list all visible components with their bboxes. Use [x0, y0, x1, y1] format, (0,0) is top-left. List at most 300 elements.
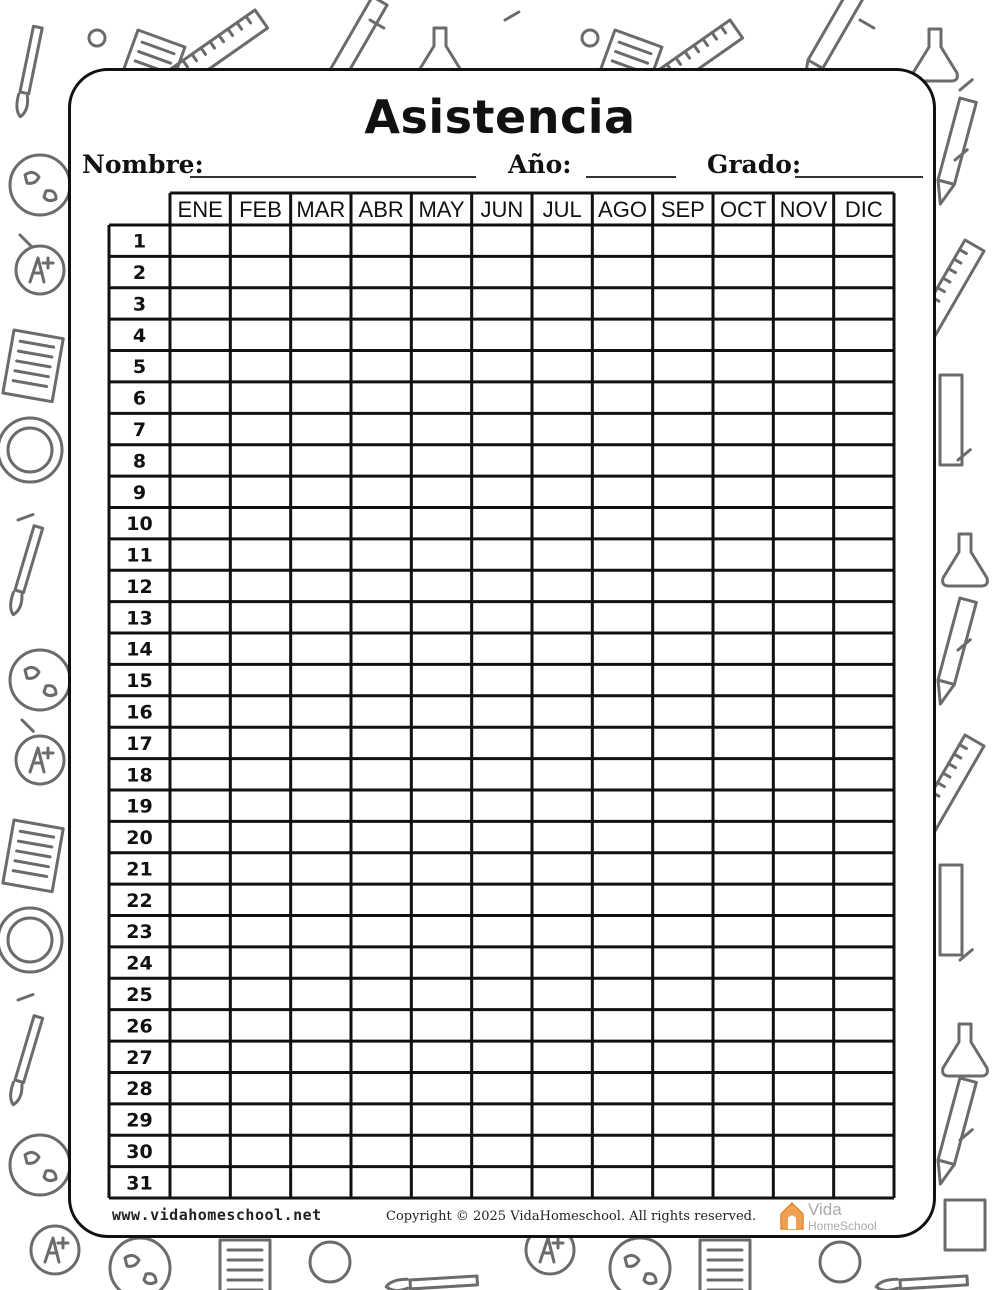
attendance-cell[interactable] — [594, 227, 650, 254]
attendance-cell[interactable] — [293, 886, 349, 913]
attendance-cell[interactable] — [172, 1106, 228, 1133]
attendance-cell[interactable] — [474, 321, 530, 348]
attendance-cell[interactable] — [775, 1106, 831, 1133]
attendance-cell[interactable] — [594, 258, 650, 285]
attendance-cell[interactable] — [474, 604, 530, 631]
attendance-cell[interactable] — [715, 1012, 771, 1039]
attendance-cell[interactable] — [232, 321, 288, 348]
attendance-cell[interactable] — [655, 635, 711, 662]
attendance-cell[interactable] — [232, 541, 288, 568]
attendance-cell[interactable] — [836, 1043, 892, 1070]
attendance-cell[interactable] — [775, 949, 831, 976]
attendance-cell[interactable] — [775, 1074, 831, 1101]
attendance-cell[interactable] — [413, 823, 469, 850]
attendance-cell[interactable] — [594, 415, 650, 442]
attendance-cell[interactable] — [655, 1106, 711, 1133]
attendance-cell[interactable] — [232, 509, 288, 536]
attendance-cell[interactable] — [715, 823, 771, 850]
attendance-cell[interactable] — [594, 1074, 650, 1101]
attendance-cell[interactable] — [836, 666, 892, 693]
attendance-cell[interactable] — [353, 415, 409, 442]
attendance-cell[interactable] — [474, 980, 530, 1007]
attendance-cell[interactable] — [715, 290, 771, 317]
attendance-cell[interactable] — [413, 1106, 469, 1133]
attendance-cell[interactable] — [474, 792, 530, 819]
attendance-cell[interactable] — [594, 447, 650, 474]
attendance-cell[interactable] — [715, 509, 771, 536]
attendance-cell[interactable] — [353, 823, 409, 850]
attendance-cell[interactable] — [534, 792, 590, 819]
attendance-cell[interactable] — [353, 635, 409, 662]
attendance-cell[interactable] — [474, 1169, 530, 1196]
attendance-cell[interactable] — [474, 761, 530, 788]
attendance-cell[interactable] — [353, 980, 409, 1007]
attendance-cell[interactable] — [353, 541, 409, 568]
attendance-cell[interactable] — [293, 949, 349, 976]
attendance-cell[interactable] — [594, 855, 650, 882]
attendance-cell[interactable] — [655, 415, 711, 442]
attendance-cell[interactable] — [775, 635, 831, 662]
attendance-cell[interactable] — [775, 572, 831, 599]
attendance-cell[interactable] — [172, 823, 228, 850]
attendance-cell[interactable] — [836, 729, 892, 756]
attendance-cell[interactable] — [836, 918, 892, 945]
attendance-cell[interactable] — [232, 666, 288, 693]
attendance-cell[interactable] — [232, 478, 288, 505]
attendance-cell[interactable] — [534, 541, 590, 568]
attendance-cell[interactable] — [232, 698, 288, 725]
attendance-cell[interactable] — [655, 761, 711, 788]
attendance-cell[interactable] — [715, 321, 771, 348]
attendance-cell[interactable] — [353, 918, 409, 945]
attendance-cell[interactable] — [715, 729, 771, 756]
attendance-cell[interactable] — [413, 478, 469, 505]
attendance-cell[interactable] — [715, 761, 771, 788]
attendance-cell[interactable] — [232, 1012, 288, 1039]
attendance-cell[interactable] — [353, 258, 409, 285]
attendance-cell[interactable] — [293, 353, 349, 380]
attendance-cell[interactable] — [474, 478, 530, 505]
attendance-cell[interactable] — [836, 1012, 892, 1039]
attendance-cell[interactable] — [715, 666, 771, 693]
attendance-cell[interactable] — [172, 761, 228, 788]
attendance-cell[interactable] — [293, 855, 349, 882]
attendance-cell[interactable] — [293, 666, 349, 693]
attendance-cell[interactable] — [655, 384, 711, 411]
attendance-cell[interactable] — [413, 1074, 469, 1101]
attendance-cell[interactable] — [655, 823, 711, 850]
attendance-cell[interactable] — [293, 541, 349, 568]
attendance-cell[interactable] — [836, 509, 892, 536]
attendance-cell[interactable] — [413, 572, 469, 599]
attendance-cell[interactable] — [594, 1043, 650, 1070]
attendance-cell[interactable] — [655, 604, 711, 631]
attendance-cell[interactable] — [474, 541, 530, 568]
attendance-cell[interactable] — [594, 572, 650, 599]
attendance-cell[interactable] — [836, 541, 892, 568]
attendance-cell[interactable] — [534, 353, 590, 380]
attendance-cell[interactable] — [353, 290, 409, 317]
attendance-cell[interactable] — [474, 698, 530, 725]
attendance-cell[interactable] — [172, 1043, 228, 1070]
attendance-cell[interactable] — [594, 1106, 650, 1133]
attendance-cell[interactable] — [534, 1043, 590, 1070]
attendance-cell[interactable] — [474, 384, 530, 411]
attendance-cell[interactable] — [836, 447, 892, 474]
attendance-cell[interactable] — [413, 855, 469, 882]
attendance-cell[interactable] — [172, 509, 228, 536]
attendance-cell[interactable] — [353, 321, 409, 348]
attendance-cell[interactable] — [836, 761, 892, 788]
attendance-cell[interactable] — [293, 604, 349, 631]
attendance-cell[interactable] — [775, 1012, 831, 1039]
attendance-cell[interactable] — [413, 541, 469, 568]
attendance-cell[interactable] — [715, 980, 771, 1007]
attendance-cell[interactable] — [836, 478, 892, 505]
attendance-cell[interactable] — [594, 321, 650, 348]
attendance-cell[interactable] — [474, 1043, 530, 1070]
attendance-cell[interactable] — [413, 918, 469, 945]
attendance-cell[interactable] — [655, 886, 711, 913]
attendance-cell[interactable] — [594, 541, 650, 568]
attendance-cell[interactable] — [413, 949, 469, 976]
attendance-cell[interactable] — [775, 604, 831, 631]
attendance-cell[interactable] — [534, 855, 590, 882]
attendance-cell[interactable] — [172, 918, 228, 945]
attendance-cell[interactable] — [413, 227, 469, 254]
attendance-cell[interactable] — [775, 258, 831, 285]
attendance-cell[interactable] — [474, 1106, 530, 1133]
attendance-cell[interactable] — [474, 666, 530, 693]
attendance-cell[interactable] — [413, 1012, 469, 1039]
attendance-cell[interactable] — [534, 949, 590, 976]
attendance-cell[interactable] — [232, 384, 288, 411]
attendance-cell[interactable] — [775, 478, 831, 505]
attendance-cell[interactable] — [836, 1106, 892, 1133]
attendance-cell[interactable] — [836, 353, 892, 380]
attendance-cell[interactable] — [715, 635, 771, 662]
attendance-cell[interactable] — [172, 353, 228, 380]
attendance-cell[interactable] — [232, 635, 288, 662]
attendance-cell[interactable] — [836, 227, 892, 254]
attendance-cell[interactable] — [534, 384, 590, 411]
attendance-cell[interactable] — [232, 258, 288, 285]
attendance-cell[interactable] — [353, 855, 409, 882]
attendance-cell[interactable] — [775, 353, 831, 380]
attendance-cell[interactable] — [775, 447, 831, 474]
attendance-cell[interactable] — [232, 1074, 288, 1101]
attendance-cell[interactable] — [836, 321, 892, 348]
attendance-cell[interactable] — [172, 855, 228, 882]
attendance-cell[interactable] — [172, 572, 228, 599]
attendance-cell[interactable] — [836, 635, 892, 662]
attendance-cell[interactable] — [534, 1106, 590, 1133]
attendance-cell[interactable] — [413, 698, 469, 725]
attendance-cell[interactable] — [353, 572, 409, 599]
attendance-cell[interactable] — [534, 1012, 590, 1039]
attendance-cell[interactable] — [413, 980, 469, 1007]
attendance-cell[interactable] — [534, 761, 590, 788]
attendance-cell[interactable] — [474, 918, 530, 945]
attendance-cell[interactable] — [413, 792, 469, 819]
attendance-cell[interactable] — [172, 635, 228, 662]
attendance-cell[interactable] — [836, 823, 892, 850]
attendance-cell[interactable] — [172, 1012, 228, 1039]
attendance-cell[interactable] — [534, 1137, 590, 1164]
attendance-cell[interactable] — [293, 509, 349, 536]
attendance-cell[interactable] — [534, 886, 590, 913]
attendance-cell[interactable] — [836, 980, 892, 1007]
attendance-cell[interactable] — [293, 823, 349, 850]
attendance-cell[interactable] — [775, 1043, 831, 1070]
attendance-cell[interactable] — [293, 290, 349, 317]
attendance-cell[interactable] — [353, 509, 409, 536]
attendance-cell[interactable] — [413, 258, 469, 285]
attendance-cell[interactable] — [775, 886, 831, 913]
footer-url[interactable]: www.vidahomeschool.net — [112, 1206, 322, 1224]
attendance-cell[interactable] — [232, 980, 288, 1007]
attendance-cell[interactable] — [775, 290, 831, 317]
attendance-cell[interactable] — [655, 478, 711, 505]
attendance-cell[interactable] — [413, 635, 469, 662]
attendance-cell[interactable] — [836, 384, 892, 411]
attendance-cell[interactable] — [413, 761, 469, 788]
attendance-cell[interactable] — [836, 855, 892, 882]
attendance-cell[interactable] — [534, 572, 590, 599]
attendance-cell[interactable] — [172, 447, 228, 474]
attendance-cell[interactable] — [232, 761, 288, 788]
attendance-cell[interactable] — [594, 949, 650, 976]
attendance-cell[interactable] — [534, 227, 590, 254]
attendance-cell[interactable] — [594, 918, 650, 945]
attendance-cell[interactable] — [172, 258, 228, 285]
attendance-cell[interactable] — [232, 729, 288, 756]
attendance-cell[interactable] — [534, 698, 590, 725]
attendance-cell[interactable] — [413, 1043, 469, 1070]
attendance-cell[interactable] — [353, 1012, 409, 1039]
attendance-cell[interactable] — [775, 415, 831, 442]
attendance-cell[interactable] — [232, 353, 288, 380]
attendance-cell[interactable] — [655, 980, 711, 1007]
attendance-cell[interactable] — [413, 415, 469, 442]
attendance-cell[interactable] — [293, 1106, 349, 1133]
attendance-cell[interactable] — [293, 227, 349, 254]
attendance-cell[interactable] — [474, 227, 530, 254]
attendance-cell[interactable] — [293, 698, 349, 725]
attendance-cell[interactable] — [474, 290, 530, 317]
attendance-cell[interactable] — [474, 447, 530, 474]
attendance-cell[interactable] — [534, 666, 590, 693]
attendance-cell[interactable] — [534, 980, 590, 1007]
attendance-cell[interactable] — [293, 792, 349, 819]
attendance-cell[interactable] — [474, 1137, 530, 1164]
attendance-cell[interactable] — [715, 792, 771, 819]
attendance-cell[interactable] — [594, 761, 650, 788]
attendance-cell[interactable] — [172, 604, 228, 631]
attendance-cell[interactable] — [232, 1043, 288, 1070]
attendance-cell[interactable] — [775, 509, 831, 536]
attendance-cell[interactable] — [474, 729, 530, 756]
attendance-cell[interactable] — [836, 949, 892, 976]
attendance-cell[interactable] — [293, 1169, 349, 1196]
attendance-cell[interactable] — [775, 980, 831, 1007]
attendance-cell[interactable] — [594, 509, 650, 536]
attendance-cell[interactable] — [353, 447, 409, 474]
attendance-cell[interactable] — [474, 949, 530, 976]
attendance-cell[interactable] — [293, 415, 349, 442]
attendance-cell[interactable] — [232, 415, 288, 442]
attendance-cell[interactable] — [232, 886, 288, 913]
attendance-cell[interactable] — [534, 321, 590, 348]
attendance-cell[interactable] — [413, 666, 469, 693]
attendance-cell[interactable] — [715, 447, 771, 474]
attendance-cell[interactable] — [655, 792, 711, 819]
attendance-cell[interactable] — [594, 886, 650, 913]
attendance-cell[interactable] — [172, 698, 228, 725]
attendance-cell[interactable] — [775, 1137, 831, 1164]
attendance-cell[interactable] — [353, 1137, 409, 1164]
attendance-cell[interactable] — [715, 604, 771, 631]
attendance-cell[interactable] — [534, 918, 590, 945]
attendance-cell[interactable] — [775, 666, 831, 693]
attendance-cell[interactable] — [775, 227, 831, 254]
attendance-cell[interactable] — [474, 415, 530, 442]
attendance-cell[interactable] — [836, 792, 892, 819]
attendance-cell[interactable] — [413, 447, 469, 474]
attendance-cell[interactable] — [413, 509, 469, 536]
attendance-cell[interactable] — [353, 1074, 409, 1101]
attendance-cell[interactable] — [836, 258, 892, 285]
attendance-cell[interactable] — [232, 572, 288, 599]
attendance-cell[interactable] — [172, 1137, 228, 1164]
attendance-cell[interactable] — [232, 447, 288, 474]
attendance-cell[interactable] — [232, 792, 288, 819]
attendance-cell[interactable] — [655, 447, 711, 474]
attendance-cell[interactable] — [836, 1074, 892, 1101]
attendance-cell[interactable] — [413, 353, 469, 380]
attendance-cell[interactable] — [775, 792, 831, 819]
attendance-cell[interactable] — [836, 886, 892, 913]
attendance-cell[interactable] — [353, 353, 409, 380]
attendance-cell[interactable] — [293, 635, 349, 662]
attendance-cell[interactable] — [594, 353, 650, 380]
attendance-cell[interactable] — [594, 1137, 650, 1164]
attendance-cell[interactable] — [172, 384, 228, 411]
attendance-cell[interactable] — [715, 353, 771, 380]
attendance-cell[interactable] — [534, 604, 590, 631]
attendance-cell[interactable] — [353, 949, 409, 976]
attendance-cell[interactable] — [353, 384, 409, 411]
attendance-cell[interactable] — [775, 855, 831, 882]
attendance-cell[interactable] — [775, 321, 831, 348]
attendance-cell[interactable] — [293, 1043, 349, 1070]
attendance-cell[interactable] — [232, 855, 288, 882]
attendance-cell[interactable] — [655, 1137, 711, 1164]
attendance-cell[interactable] — [293, 258, 349, 285]
attendance-cell[interactable] — [594, 604, 650, 631]
attendance-cell[interactable] — [534, 1074, 590, 1101]
attendance-cell[interactable] — [775, 823, 831, 850]
attendance-cell[interactable] — [836, 290, 892, 317]
attendance-cell[interactable] — [715, 1074, 771, 1101]
attendance-cell[interactable] — [594, 1012, 650, 1039]
attendance-cell[interactable] — [172, 980, 228, 1007]
attendance-cell[interactable] — [413, 729, 469, 756]
attendance-cell[interactable] — [353, 666, 409, 693]
attendance-cell[interactable] — [655, 855, 711, 882]
attendance-cell[interactable] — [232, 918, 288, 945]
attendance-cell[interactable] — [474, 886, 530, 913]
attendance-cell[interactable] — [293, 447, 349, 474]
attendance-cell[interactable] — [594, 666, 650, 693]
attendance-cell[interactable] — [293, 478, 349, 505]
attendance-cell[interactable] — [232, 949, 288, 976]
attendance-cell[interactable] — [715, 541, 771, 568]
attendance-cell[interactable] — [172, 1074, 228, 1101]
attendance-cell[interactable] — [172, 949, 228, 976]
attendance-cell[interactable] — [715, 1169, 771, 1196]
attendance-cell[interactable] — [715, 258, 771, 285]
attendance-cell[interactable] — [836, 572, 892, 599]
attendance-cell[interactable] — [594, 980, 650, 1007]
attendance-cell[interactable] — [534, 635, 590, 662]
attendance-cell[interactable] — [775, 918, 831, 945]
attendance-cell[interactable] — [474, 353, 530, 380]
attendance-cell[interactable] — [172, 290, 228, 317]
attendance-cell[interactable] — [293, 572, 349, 599]
attendance-cell[interactable] — [232, 1169, 288, 1196]
attendance-cell[interactable] — [172, 666, 228, 693]
attendance-cell[interactable] — [232, 823, 288, 850]
attendance-cell[interactable] — [413, 290, 469, 317]
attendance-cell[interactable] — [413, 604, 469, 631]
attendance-cell[interactable] — [715, 698, 771, 725]
attendance-cell[interactable] — [293, 384, 349, 411]
attendance-cell[interactable] — [474, 635, 530, 662]
attendance-cell[interactable] — [594, 478, 650, 505]
attendance-cell[interactable] — [655, 949, 711, 976]
attendance-cell[interactable] — [655, 258, 711, 285]
attendance-cell[interactable] — [715, 886, 771, 913]
attendance-cell[interactable] — [172, 1169, 228, 1196]
attendance-cell[interactable] — [353, 886, 409, 913]
attendance-cell[interactable] — [534, 258, 590, 285]
attendance-cell[interactable] — [353, 1106, 409, 1133]
attendance-cell[interactable] — [232, 227, 288, 254]
attendance-cell[interactable] — [353, 761, 409, 788]
attendance-cell[interactable] — [534, 729, 590, 756]
attendance-cell[interactable] — [474, 258, 530, 285]
attendance-cell[interactable] — [655, 509, 711, 536]
attendance-cell[interactable] — [836, 1137, 892, 1164]
attendance-cell[interactable] — [594, 290, 650, 317]
attendance-cell[interactable] — [655, 572, 711, 599]
attendance-cell[interactable] — [293, 321, 349, 348]
attendance-cell[interactable] — [172, 415, 228, 442]
attendance-cell[interactable] — [534, 509, 590, 536]
attendance-cell[interactable] — [775, 384, 831, 411]
attendance-cell[interactable] — [715, 478, 771, 505]
attendance-cell[interactable] — [594, 729, 650, 756]
attendance-cell[interactable] — [655, 1074, 711, 1101]
attendance-cell[interactable] — [172, 792, 228, 819]
attendance-cell[interactable] — [172, 541, 228, 568]
attendance-cell[interactable] — [353, 792, 409, 819]
attendance-cell[interactable] — [836, 698, 892, 725]
attendance-cell[interactable] — [836, 415, 892, 442]
attendance-cell[interactable] — [293, 980, 349, 1007]
attendance-cell[interactable] — [715, 918, 771, 945]
